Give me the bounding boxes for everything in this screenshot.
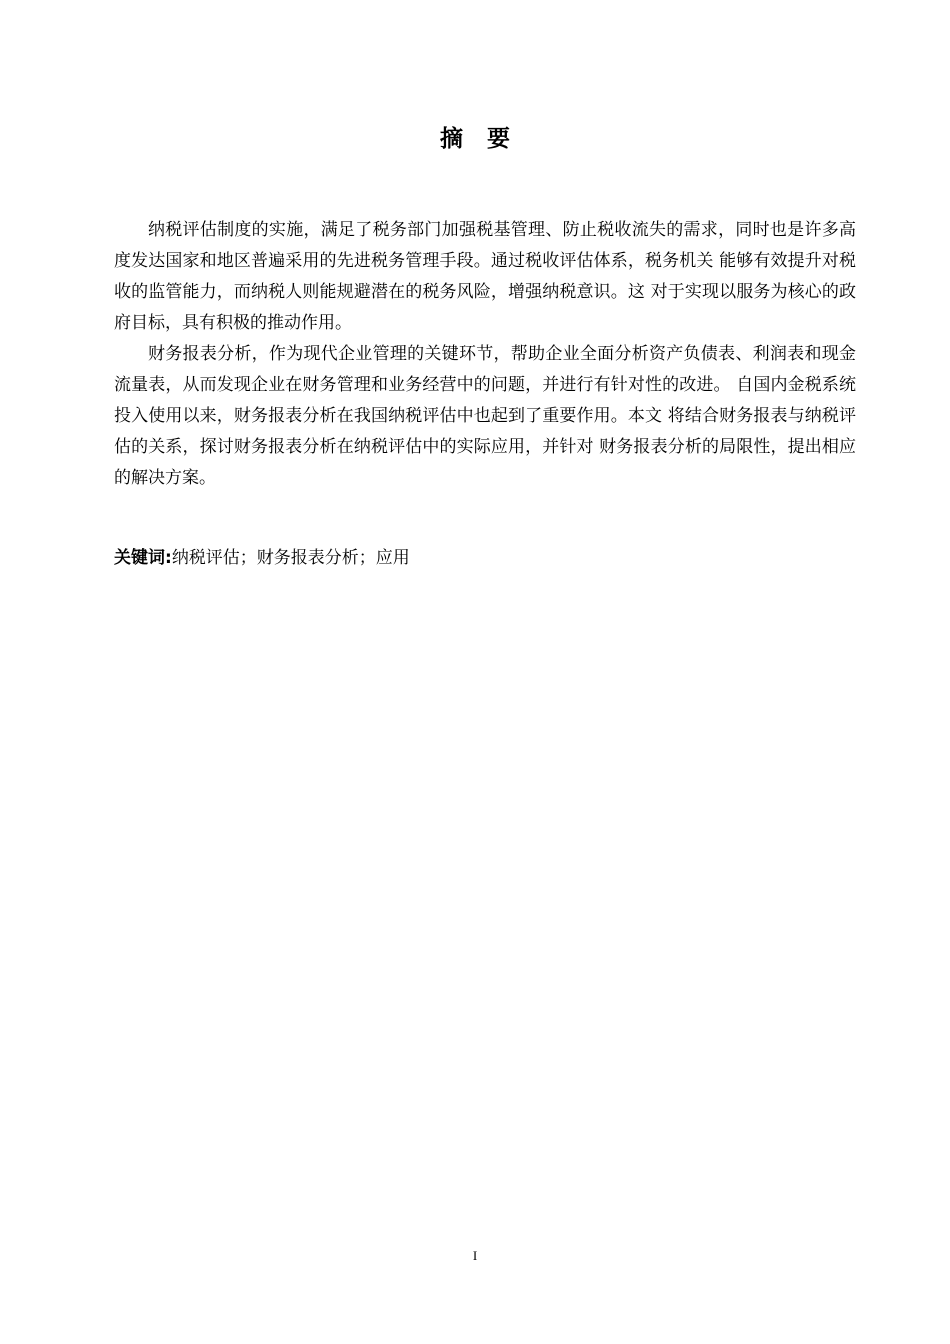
- keywords-text: 纳税评估；财务报表分析；应用: [171, 548, 410, 568]
- keywords-label: 关键词:: [114, 548, 172, 568]
- page-number: I: [472, 1248, 478, 1263]
- abstract-title: 摘要: [440, 126, 534, 152]
- keywords-line: [114, 543, 856, 574]
- abstract-paragraph-1: 纳税评估制度的实施，满足了税务部门加强税基管理、防止税收流失的需求，同时也是许多高度发达国家和地区普遍采用的先进税务管理手段。通过税收评估体系，税务机关 能够有效提升对税收的监管能力，而纳税人则能规避潜在的税务风险，增强纳税意识。这 对于实现以服务为核心的政府目标，具有积极的推动作用。: [114, 220, 856, 333]
- abstract-body: [114, 215, 856, 494]
- abstract-paragraph-2: 财务报表分析，作为现代企业管理的关键环节，帮助企业全面分析资产负债表、利润表和现金流量表，从而发现企业在财务管理和业务经营中的问题，并进行有针对性的改进。 自国内金税系统投入使用以来，财务报表分析在我国纳税评估中也起到了重要作用。本文 将结合财务报表与纳税评估的关系，探讨财务报表分析在纳税评估中的实际应用，并针对 财务报表分析的局限性，提出相应的解决方案。: [114, 344, 856, 488]
